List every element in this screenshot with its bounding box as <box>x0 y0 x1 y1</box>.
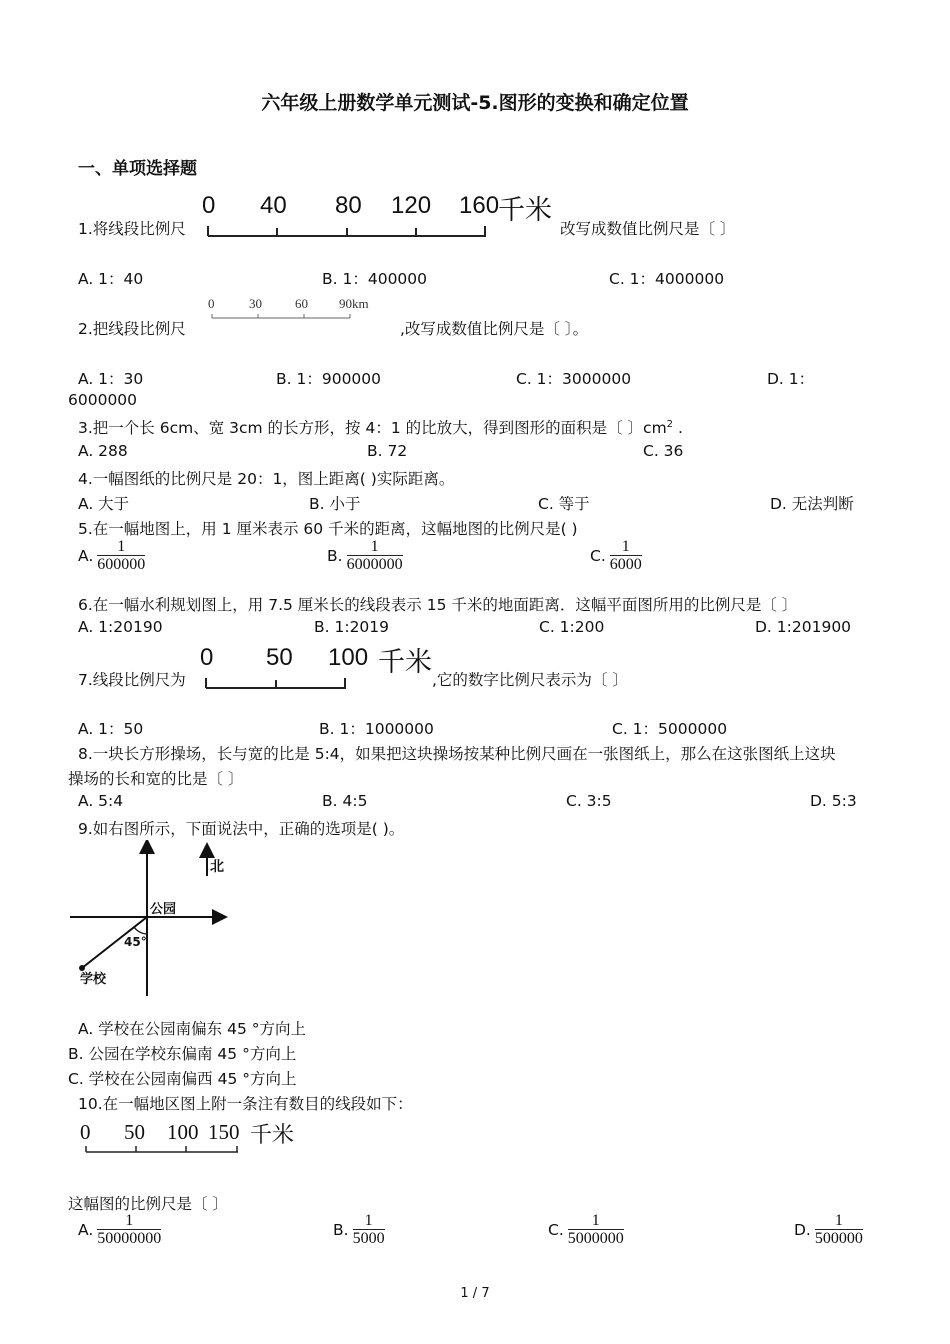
q2-scale-label: 90km <box>339 296 369 311</box>
q6-option-d[interactable]: D. 1:201900 <box>755 618 852 636</box>
q3-option-a[interactable]: A. 288 <box>78 442 128 460</box>
q5-option-c-label: C. <box>590 546 606 565</box>
q3-stem <box>78 416 683 438</box>
fraction-numerator: 1 <box>370 538 379 555</box>
q10-option-a[interactable] <box>78 1212 161 1247</box>
q1-scale-label: 0 <box>202 192 216 219</box>
q4-option-c[interactable]: C. 等于 <box>538 495 590 513</box>
q10-stem: 10.在一幅地区图上附一条注有数目的线段如下： <box>78 1095 413 1113</box>
q2-stem-after: ,改写成数值比例尺是〔 〕。 <box>400 320 589 338</box>
fraction-numerator: 1 <box>117 538 126 555</box>
fraction-denominator: 5000 <box>352 1230 385 1247</box>
q7-option-b[interactable]: B. 1：1000000 <box>319 720 434 738</box>
q9-park-label: 公园 <box>150 902 177 917</box>
q2-option-d-wrap: 6000000 <box>68 391 138 409</box>
fraction-numerator: 1 <box>621 538 630 555</box>
q7-option-c[interactable]: C. 1：5000000 <box>612 720 728 738</box>
fraction-denominator: 500000 <box>814 1230 863 1247</box>
q2-scale-line <box>204 312 364 322</box>
q9-direction-figure <box>68 840 233 998</box>
q10-option-a-label: A. <box>78 1220 94 1239</box>
fraction-numerator: 1 <box>591 1212 600 1229</box>
q1-stem-before: 1.将线段比例尺 <box>78 220 186 238</box>
fraction-denominator: 50000000 <box>97 1230 162 1247</box>
q10-scale-label: 150 <box>208 1120 240 1144</box>
q2-stem-before: 2.把线段比例尺 <box>78 320 186 338</box>
q10-scale-bar <box>78 1118 318 1158</box>
page-number: 1 / 7 <box>460 1286 490 1301</box>
q7-scale-line <box>200 676 360 690</box>
q6-option-b[interactable]: B. 1:2019 <box>314 618 390 636</box>
q5-option-b-label: B. <box>327 546 343 565</box>
fraction-denominator: 600000 <box>97 556 146 573</box>
fraction-numerator: 1 <box>834 1212 843 1229</box>
q7-stem-after: ,它的数字比例尺表示为〔 〕 <box>432 671 628 689</box>
q10-scale-label: 100 <box>167 1120 199 1144</box>
q4-stem: 4.一幅图纸的比例尺是 20：1，图上距离( )实际距离。 <box>78 470 455 488</box>
q5-stem: 5.在一幅地图上，用 1 厘米表示 60 千米的距离，这幅地图的比例尺是( ) <box>78 520 578 538</box>
q2-scale-bar <box>204 296 394 328</box>
q9-stem: 9.如右图所示，下面说法中，正确的选项是( )。 <box>78 820 405 838</box>
q4-option-a[interactable]: A. 大于 <box>78 495 130 513</box>
q8-stem-line1: 8.一块长方形操场，长与宽的比是 5:4，如果把这块操场按某种比例尺画在一张图纸上，那么在这张图纸上这块 <box>78 745 836 763</box>
q2-scale-label: 0 <box>208 296 215 311</box>
q7-stem-before: 7.线段比例尺为 <box>78 671 186 689</box>
q8-option-b[interactable]: B. 4:5 <box>322 792 368 810</box>
q10-option-d-label: D. <box>794 1220 811 1239</box>
q10-option-c-label: C. <box>548 1220 564 1239</box>
q8-stem-line2: 操场的长和宽的比是〔 〕 <box>68 770 244 788</box>
fraction-denominator: 6000 <box>609 556 642 573</box>
q9-school-label: 学校 <box>80 972 107 987</box>
q1-scale-line <box>202 224 492 238</box>
q7-scale-label: 100 <box>328 644 369 671</box>
q7-scale-unit: 千米 <box>378 647 432 678</box>
q1-scale-bar <box>202 188 562 240</box>
fraction-denominator: 5000000 <box>567 1230 624 1247</box>
q2-option-d[interactable]: D. 1： <box>767 370 815 388</box>
q8-option-a[interactable]: A. 5:4 <box>78 792 124 810</box>
q1-stem-after: 改写成数值比例尺是〔 〕 <box>560 220 736 238</box>
q6-option-a[interactable]: A. 1:20190 <box>78 618 163 636</box>
q5-option-b[interactable] <box>327 538 403 573</box>
q10-option-b[interactable] <box>333 1212 385 1247</box>
q1-scale-label: 120 <box>391 192 432 219</box>
q10-stem2: 这幅图的比例尺是〔 〕 <box>68 1195 228 1213</box>
q10-scale-unit: 千米 <box>250 1123 295 1148</box>
q3-option-b[interactable]: B. 72 <box>367 442 408 460</box>
q7-scale-label: 0 <box>200 644 214 671</box>
q5-option-c[interactable] <box>590 538 642 573</box>
page-title: 六年级上册数学单元测试-5.图形的变换和确定位置 <box>261 92 689 114</box>
q6-stem: 6.在一幅水利规划图上，用 7.5 厘米长的线段表示 15 千米的地面距离．这幅平面图所用的比例尺是〔 〕 <box>78 596 798 614</box>
q10-option-b-label: B. <box>333 1220 349 1239</box>
q9-option-c[interactable]: C. 学校在公园南偏西 45 °方向上 <box>68 1070 297 1088</box>
q7-option-a[interactable]: A. 1：50 <box>78 720 144 738</box>
q1-option-c[interactable]: C. 1：4000000 <box>609 270 725 288</box>
fraction-numerator: 1 <box>364 1212 373 1229</box>
q2-option-b[interactable]: B. 1：900000 <box>276 370 382 388</box>
q9-option-a[interactable]: A. 学校在公园南偏东 45 °方向上 <box>78 1020 307 1038</box>
q5-option-a-label: A. <box>78 546 94 565</box>
q1-option-a[interactable]: A. 1：40 <box>78 270 144 288</box>
q3-stem-text: 3.把一个长 6cm、宽 3cm 的长方形，按 4：1 的比放大，得到图形的面积是〔 〕cm <box>78 419 667 437</box>
q3-stem-end: . <box>673 419 683 437</box>
q1-scale-label: 160 <box>459 192 500 219</box>
q9-angle-label: 45° <box>124 935 147 949</box>
fraction-denominator: 6000000 <box>346 556 403 573</box>
q2-option-a[interactable]: A. 1：30 <box>78 370 144 388</box>
q7-scale-label: 50 <box>266 644 293 671</box>
q1-scale-unit: 千米 <box>498 195 552 226</box>
q3-superscript: 2 <box>666 418 674 430</box>
q4-option-b[interactable]: B. 小于 <box>309 495 361 513</box>
q9-option-b[interactable]: B. 公园在学校东偏南 45 °方向上 <box>68 1045 297 1063</box>
q1-scale-label: 40 <box>260 192 287 219</box>
q8-option-c[interactable]: C. 3:5 <box>566 792 612 810</box>
q6-option-c[interactable]: C. 1:200 <box>539 618 605 636</box>
q8-option-d[interactable]: D. 5:3 <box>810 792 857 810</box>
q5-option-a[interactable] <box>78 538 145 573</box>
q10-option-d[interactable] <box>794 1212 863 1247</box>
section-heading: 一、单项选择题 <box>78 159 197 179</box>
fraction-numerator: 1 <box>125 1212 134 1229</box>
q10-scale-label: 0 <box>80 1120 91 1144</box>
q10-scale-label: 50 <box>124 1120 145 1144</box>
q7-scale-bar <box>200 640 440 692</box>
q1-scale-label: 80 <box>335 192 362 219</box>
q1-option-b[interactable]: B. 1：400000 <box>322 270 428 288</box>
q10-scale-line <box>78 1144 248 1156</box>
q9-north-label: 北 <box>210 859 224 875</box>
q10-option-c[interactable] <box>548 1212 624 1247</box>
q2-option-c[interactable]: C. 1：3000000 <box>516 370 632 388</box>
q2-scale-label: 30 <box>249 296 262 311</box>
q2-scale-label: 60 <box>295 296 308 311</box>
q4-option-d[interactable]: D. 无法判断 <box>770 495 854 513</box>
q3-option-c[interactable]: C. 36 <box>643 442 684 460</box>
